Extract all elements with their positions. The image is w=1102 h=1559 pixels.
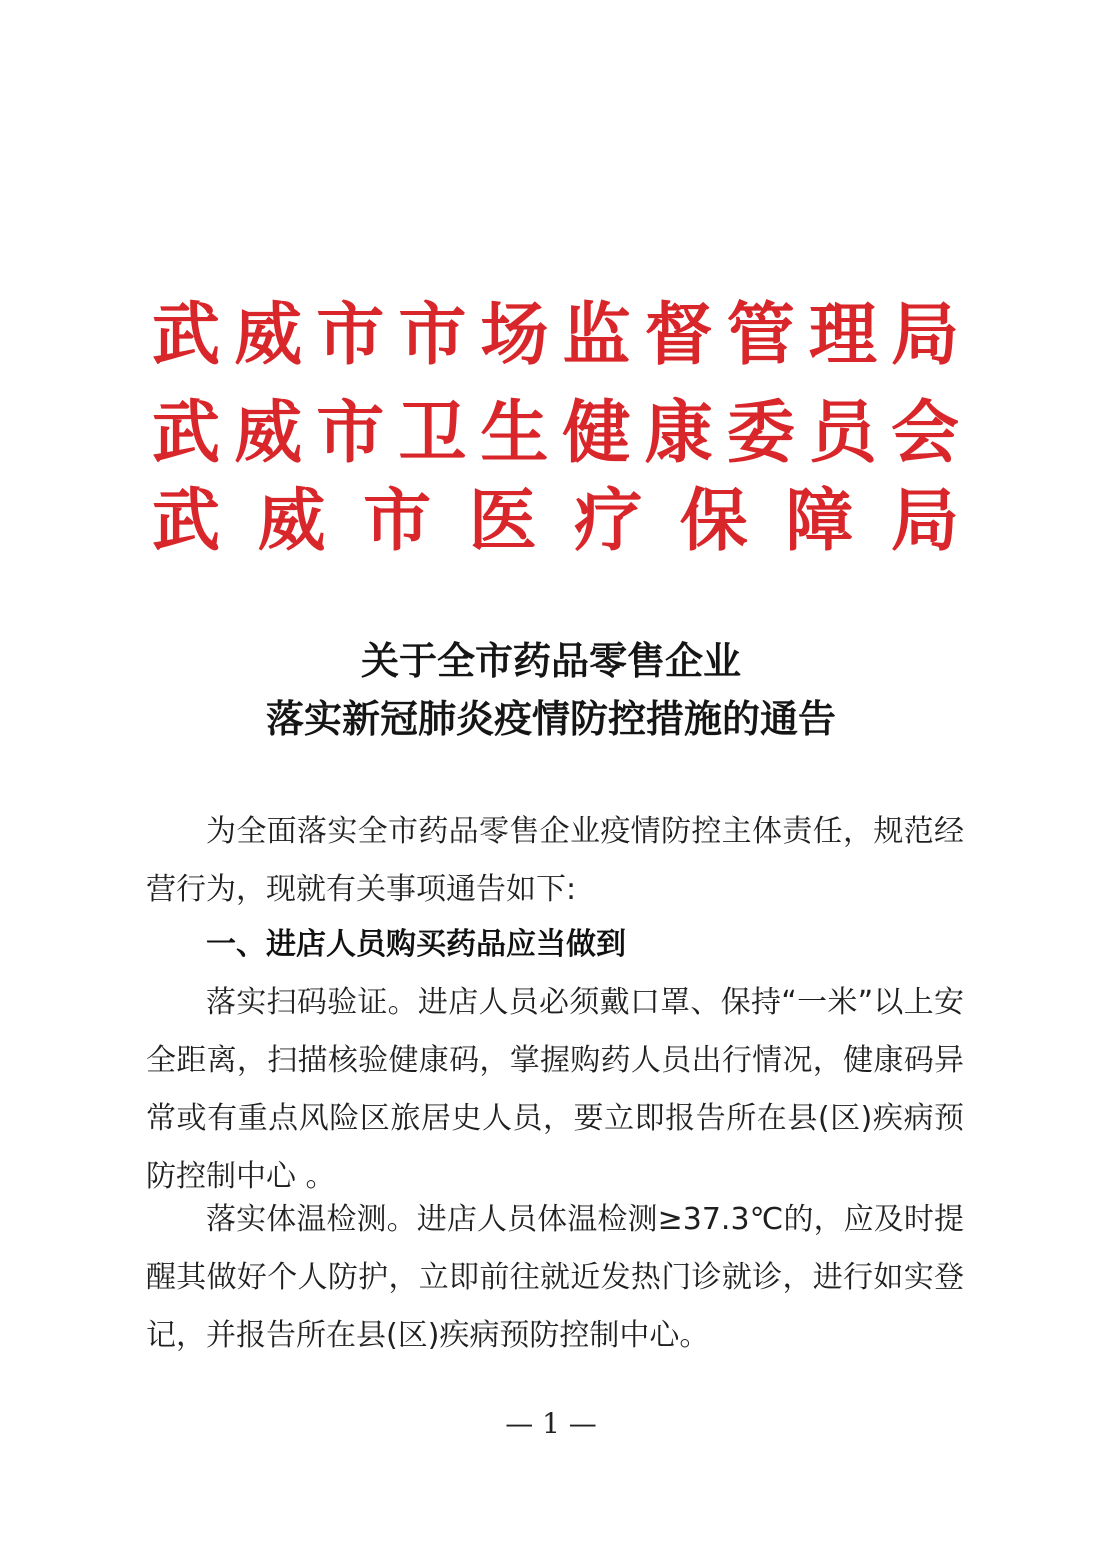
issuer-char: 武 [151, 295, 220, 375]
issuer-char: 康 [644, 393, 713, 473]
issuer-char: 保 [679, 481, 748, 561]
issuer-char: 理 [808, 295, 877, 375]
issuer-char: 委 [726, 393, 795, 473]
issuer-char: 管 [726, 295, 795, 375]
issuer-char: 局 [890, 481, 959, 561]
issuer-char: 生 [480, 393, 549, 473]
issuer-char: 武 [151, 481, 220, 561]
intro-paragraph: 为全面落实全市药品零售企业疫情防控主体责任，规范经营行为，现就有关事项通告如下: [146, 814, 964, 907]
issuer-char: 场 [480, 295, 549, 375]
issuer-market-supervision-bureau [148, 295, 963, 375]
issuer-char: 督 [644, 295, 713, 375]
issuer-char: 威 [257, 481, 326, 561]
issuer-char: 威 [234, 393, 303, 473]
issuer-char: 健 [562, 393, 631, 473]
issuer-char: 局 [890, 295, 959, 375]
issuer-char: 威 [234, 295, 303, 375]
issuer-health-commission [148, 393, 963, 473]
issuer-medical-security-bureau [148, 481, 963, 561]
section-1-heading: 一、进店人员购买药品应当做到 [206, 927, 626, 962]
issuer-char: 市 [316, 295, 385, 375]
issuer-char: 卫 [398, 393, 467, 473]
issuer-char: 疗 [574, 481, 643, 561]
issuer-char: 市 [316, 393, 385, 473]
issuer-char: 障 [785, 481, 854, 561]
issuer-char: 市 [398, 295, 467, 375]
page-number: — 1 — [505, 1407, 597, 1440]
notice-title-line-1: 关于全市药品零售企业 [360, 638, 741, 683]
issuer-char: 市 [363, 481, 432, 561]
temperature-check-paragraph: 落实体温检测。进店人员体温检测≥37.3℃的，应及时提醒其做好个人防护，立即前往就近发热门诊就诊，进行如实登记，并报告所在县(区)疾病预防控制中心。 [146, 1202, 964, 1353]
issuer-char: 监 [562, 295, 631, 375]
issuer-char: 武 [151, 393, 220, 473]
scan-verification-paragraph: 落实扫码验证。进店人员必须戴口罩、保持“一米”以上安全距离，扫描核验健康码，掌握购药人员出行情况，健康码异常或有重点风险区旅居史人员，要立即报告所在县(区)疾病预防控制中心 。 [146, 985, 964, 1194]
issuer-char: 员 [808, 393, 877, 473]
issuer-char: 会 [890, 393, 959, 473]
issuer-char: 医 [468, 481, 537, 561]
notice-title-line-2: 落实新冠肺炎疫情防控措施的通告 [265, 696, 836, 741]
